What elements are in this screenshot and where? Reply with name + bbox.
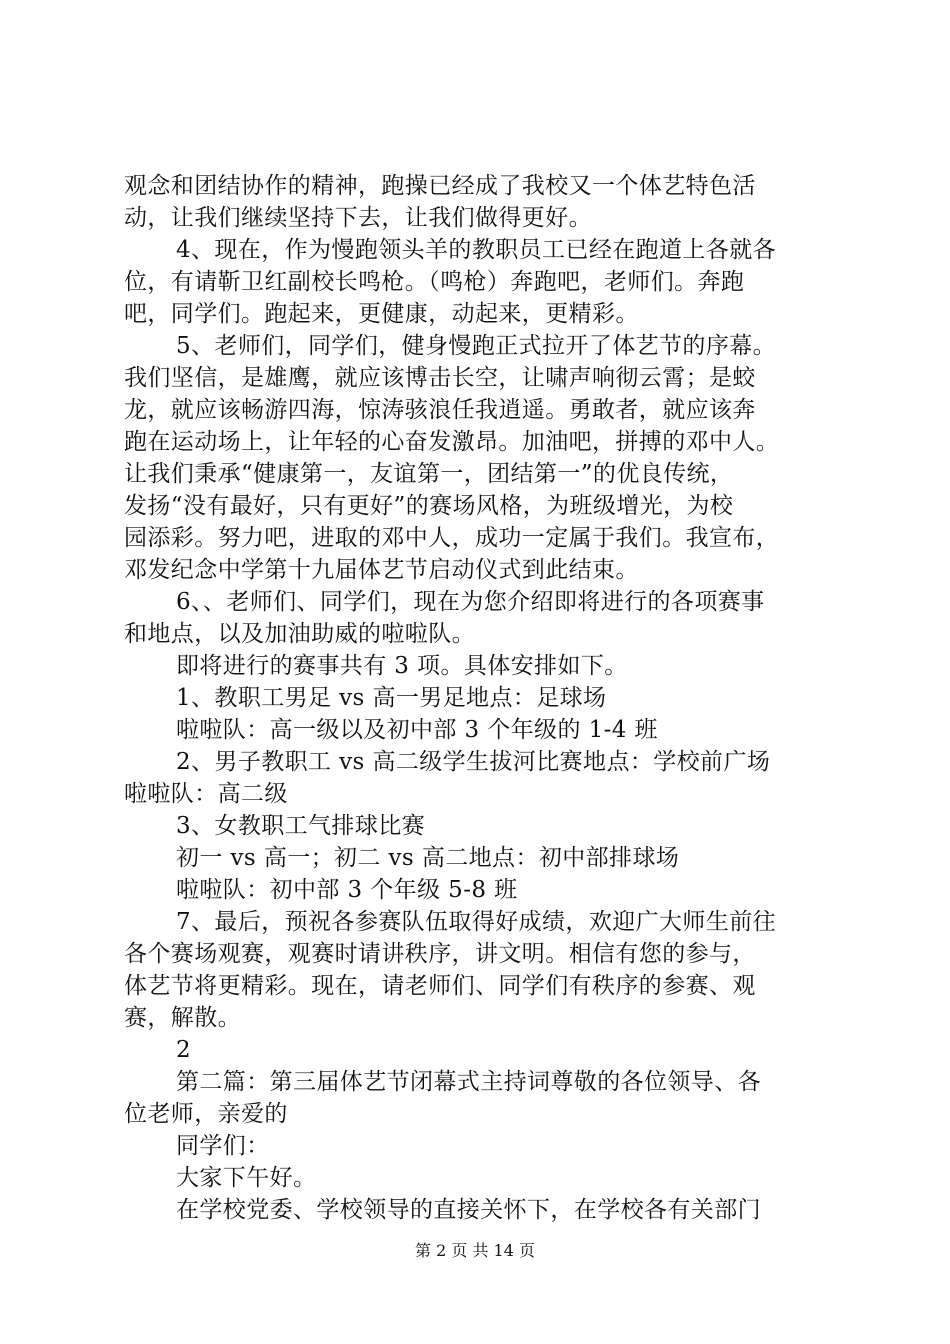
text-line: 发扬“没有最好，只有更好”的赛场风格，为班级增光，为校 [124, 493, 734, 519]
text-line: 初一 vs 高一；初二 vs 高二地点：初中部排球场 [176, 845, 680, 871]
text-line: 啦啦队：高一级以及初中部 3 个年级的 1-4 班 [176, 717, 658, 743]
text-line: 各个赛场观赛，观赛时请讲秩序，讲文明。相信有您的参与， [124, 941, 756, 967]
text-line: 位，有请靳卫红副校长鸣枪。（鸣枪）奔跑吧，老师们。奔跑 [124, 269, 745, 295]
text-line: 大家下午好。 [176, 1165, 317, 1191]
text-line: 同学们： [176, 1133, 270, 1159]
text-line: 在学校党委、学校领导的直接关怀下，在学校各有关部门 [176, 1197, 761, 1223]
text-line: 位老师，亲爱的 [124, 1101, 288, 1127]
text-line: 1、教职工男足 vs 高一男足地点：足球场 [176, 685, 607, 711]
text-line: 赛，解散。 [124, 1005, 241, 1031]
text-line: 龙，就应该畅游四海，惊涛骇浪任我逍遥。勇敢者，就应该奔 [124, 397, 756, 423]
text-line: 3、女教职工气排球比赛 [176, 813, 426, 839]
text-line: 2 [176, 1037, 192, 1063]
text-line: 和地点，以及加油助威的啦啦队。 [124, 621, 475, 647]
text-line: 4、现在，作为慢跑领头羊的教职员工已经在跑道上各就各 [176, 237, 777, 263]
text-line: 观念和团结协作的精神，跑操已经成了我校又一个体艺特色活 [124, 173, 756, 199]
document-body [124, 170, 844, 1226]
text-line: 园添彩。努力吧，进取的邓中人，成功一定属于我们。我宣布， [124, 525, 780, 551]
text-line: 体艺节将更精彩。现在，请老师们、同学们有秩序的参赛、观 [124, 973, 756, 999]
text-line: 跑在运动场上，让年轻的心奋发激昂。加油吧，拼搏的邓中人。 [124, 429, 780, 455]
text-line: 5、老师们，同学们，健身慢跑正式拉开了体艺节的序幕。 [176, 333, 777, 359]
text-line: 邓发纪念中学第十九届体艺节启动仪式到此结束。 [124, 557, 639, 583]
text-line: 啦啦队：高二级 [124, 781, 288, 807]
text-line: 7、最后，预祝各参赛队伍取得好成绩，欢迎广大师生前往 [176, 909, 777, 935]
text-line: 即将进行的赛事共有 3 项。具体安排如下。 [176, 653, 628, 679]
text-line: 6、、老师们、同学们，现在为您介绍即将进行的各项赛事 [176, 589, 765, 615]
text-line: 2、男子教职工 vs 高二级学生拔河比赛地点：学校前广场 [176, 749, 771, 775]
text-line: 第二篇：第三届体艺节闭幕式主持词尊敬的各位领导、各 [176, 1069, 761, 1095]
text-line: 啦啦队：初中部 3 个年级 5-8 班 [176, 877, 518, 903]
text-line: 我们坚信，是雄鹰，就应该博击长空，让啸声响彻云霄；是蛟 [124, 365, 756, 391]
text-line: 让我们秉承“健康第一，友谊第一，团结第一”的优良传统， [124, 461, 734, 487]
page-footer: 第 2 页 共 14 页 [415, 1241, 535, 1260]
text-line: 吧，同学们。跑起来，更健康，动起来，更精彩。 [124, 301, 639, 327]
text-line: 动，让我们继续坚持下去，让我们做得更好。 [124, 205, 592, 231]
